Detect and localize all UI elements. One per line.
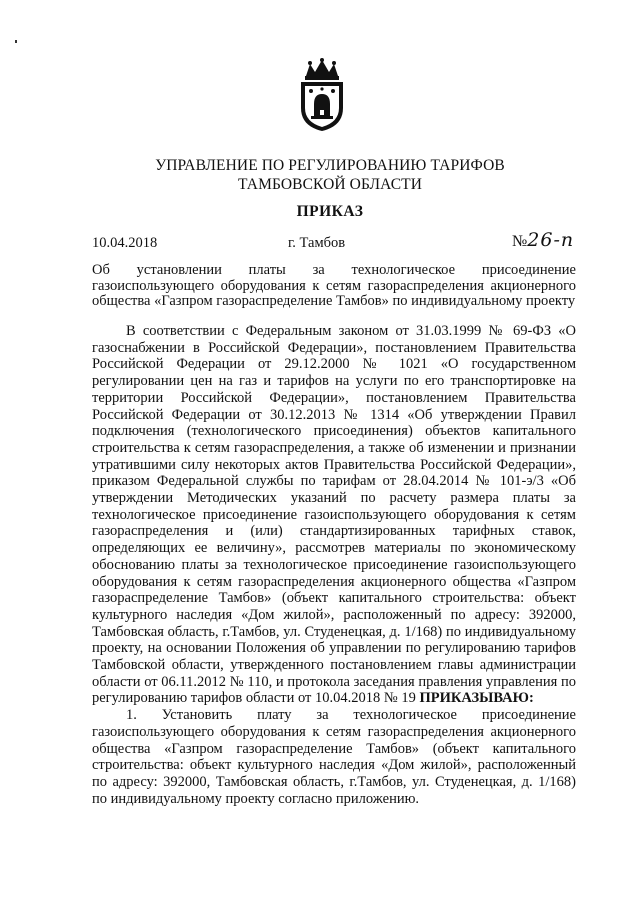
document-date: 10.04.2018	[92, 235, 158, 251]
document-city: г. Тамбов	[288, 235, 346, 251]
order-subject: Об установлении платы за технологическое присоединение газоиспользующего оборудования к сетям газораспределения акционерного общества «Газпром газораспределение Тамбов» по индивидуальному проекту	[92, 262, 576, 309]
order-command: ПРИКАЗЫВАЮ:	[419, 690, 534, 707]
organization-name-line2: ТАМБОВСКОЙ ОБЛАСТИ	[238, 176, 422, 193]
document-type: ПРИКАЗ	[296, 203, 364, 220]
preamble-text: В соответствии с Федеральным законом от 31.03.1999 № 69-ФЗ «О газоснабжении в Российской Федерации», постановлением Правительства Российской Федерации от 29.12.2000 № 1021 «О государственном регулировании цен на газ и тарифов на услуги по его транспортировке на территории Российской Федерации», постановлением Правительства Российской Федерации от 30.12.2013 № 1314 «Об утверждении Правил подключения (технологического присоединения) объектов капитального строительства к сетям газораспределения, а также об изменении и признании утратившими силу некоторых актов Правительства Российской Федерации», приказом Федеральной службы по тарифам от 28.04.2014 № 101-э/3 «Об утверждении Методических указаний по расчету размера платы за технологическое присоединение газоиспользующего оборудования к сетям газораспределения и (или) стандартизированных тарифных ставок, определяющих ее величину», рассмотрев материалы по экономическому обоснованию платы за технологическое присоединение газоиспользующего оборудования к сетям газораспределения акционерного общества «Газпром газораспределение Тамбов» (объект капитального строительства: объект культурного наследия «Дом жилой», расположенный по адресу: 392000, Тамбовская область, г.Тамбов, ул. Студенецкая, д. 1/168) по индивидуальному проекту, на основании Положения об управлении по регулированию тарифов Тамбовской области, утвержденного постановлением главы администрации области от 06.11.2012 № 110, и протокола заседания правления управления по регулированию тарифов области от 10.04.2018 № 19	[92, 323, 576, 707]
document-number	[512, 229, 574, 251]
organization-name-line1: УПРАВЛЕНИЕ ПО РЕГУЛИРОВАНИЮ ТАРИФОВ	[155, 157, 505, 174]
order-body	[92, 323, 576, 807]
preamble-paragraph	[92, 323, 576, 707]
tambov-coat-of-arms-icon	[296, 58, 348, 132]
number-sign: №	[512, 233, 528, 250]
scan-speck	[15, 40, 17, 43]
handwritten-number: 26-п	[527, 229, 575, 251]
order-item-1: 1. Установить плату за технологическое присоединение газоиспользующего оборудования к сетям газораспределения акционерного общества «Газпром газораспределение Тамбов» (объект капитального строительства: объект культурного наследия «Дом жилой», расположенный по адресу: 392000, Тамбовская область, г.Тамбов, ул. Студенецкая, д. 1/168) по индивидуальному проекту согласно приложению.	[92, 707, 576, 807]
organization-name	[80, 156, 580, 194]
